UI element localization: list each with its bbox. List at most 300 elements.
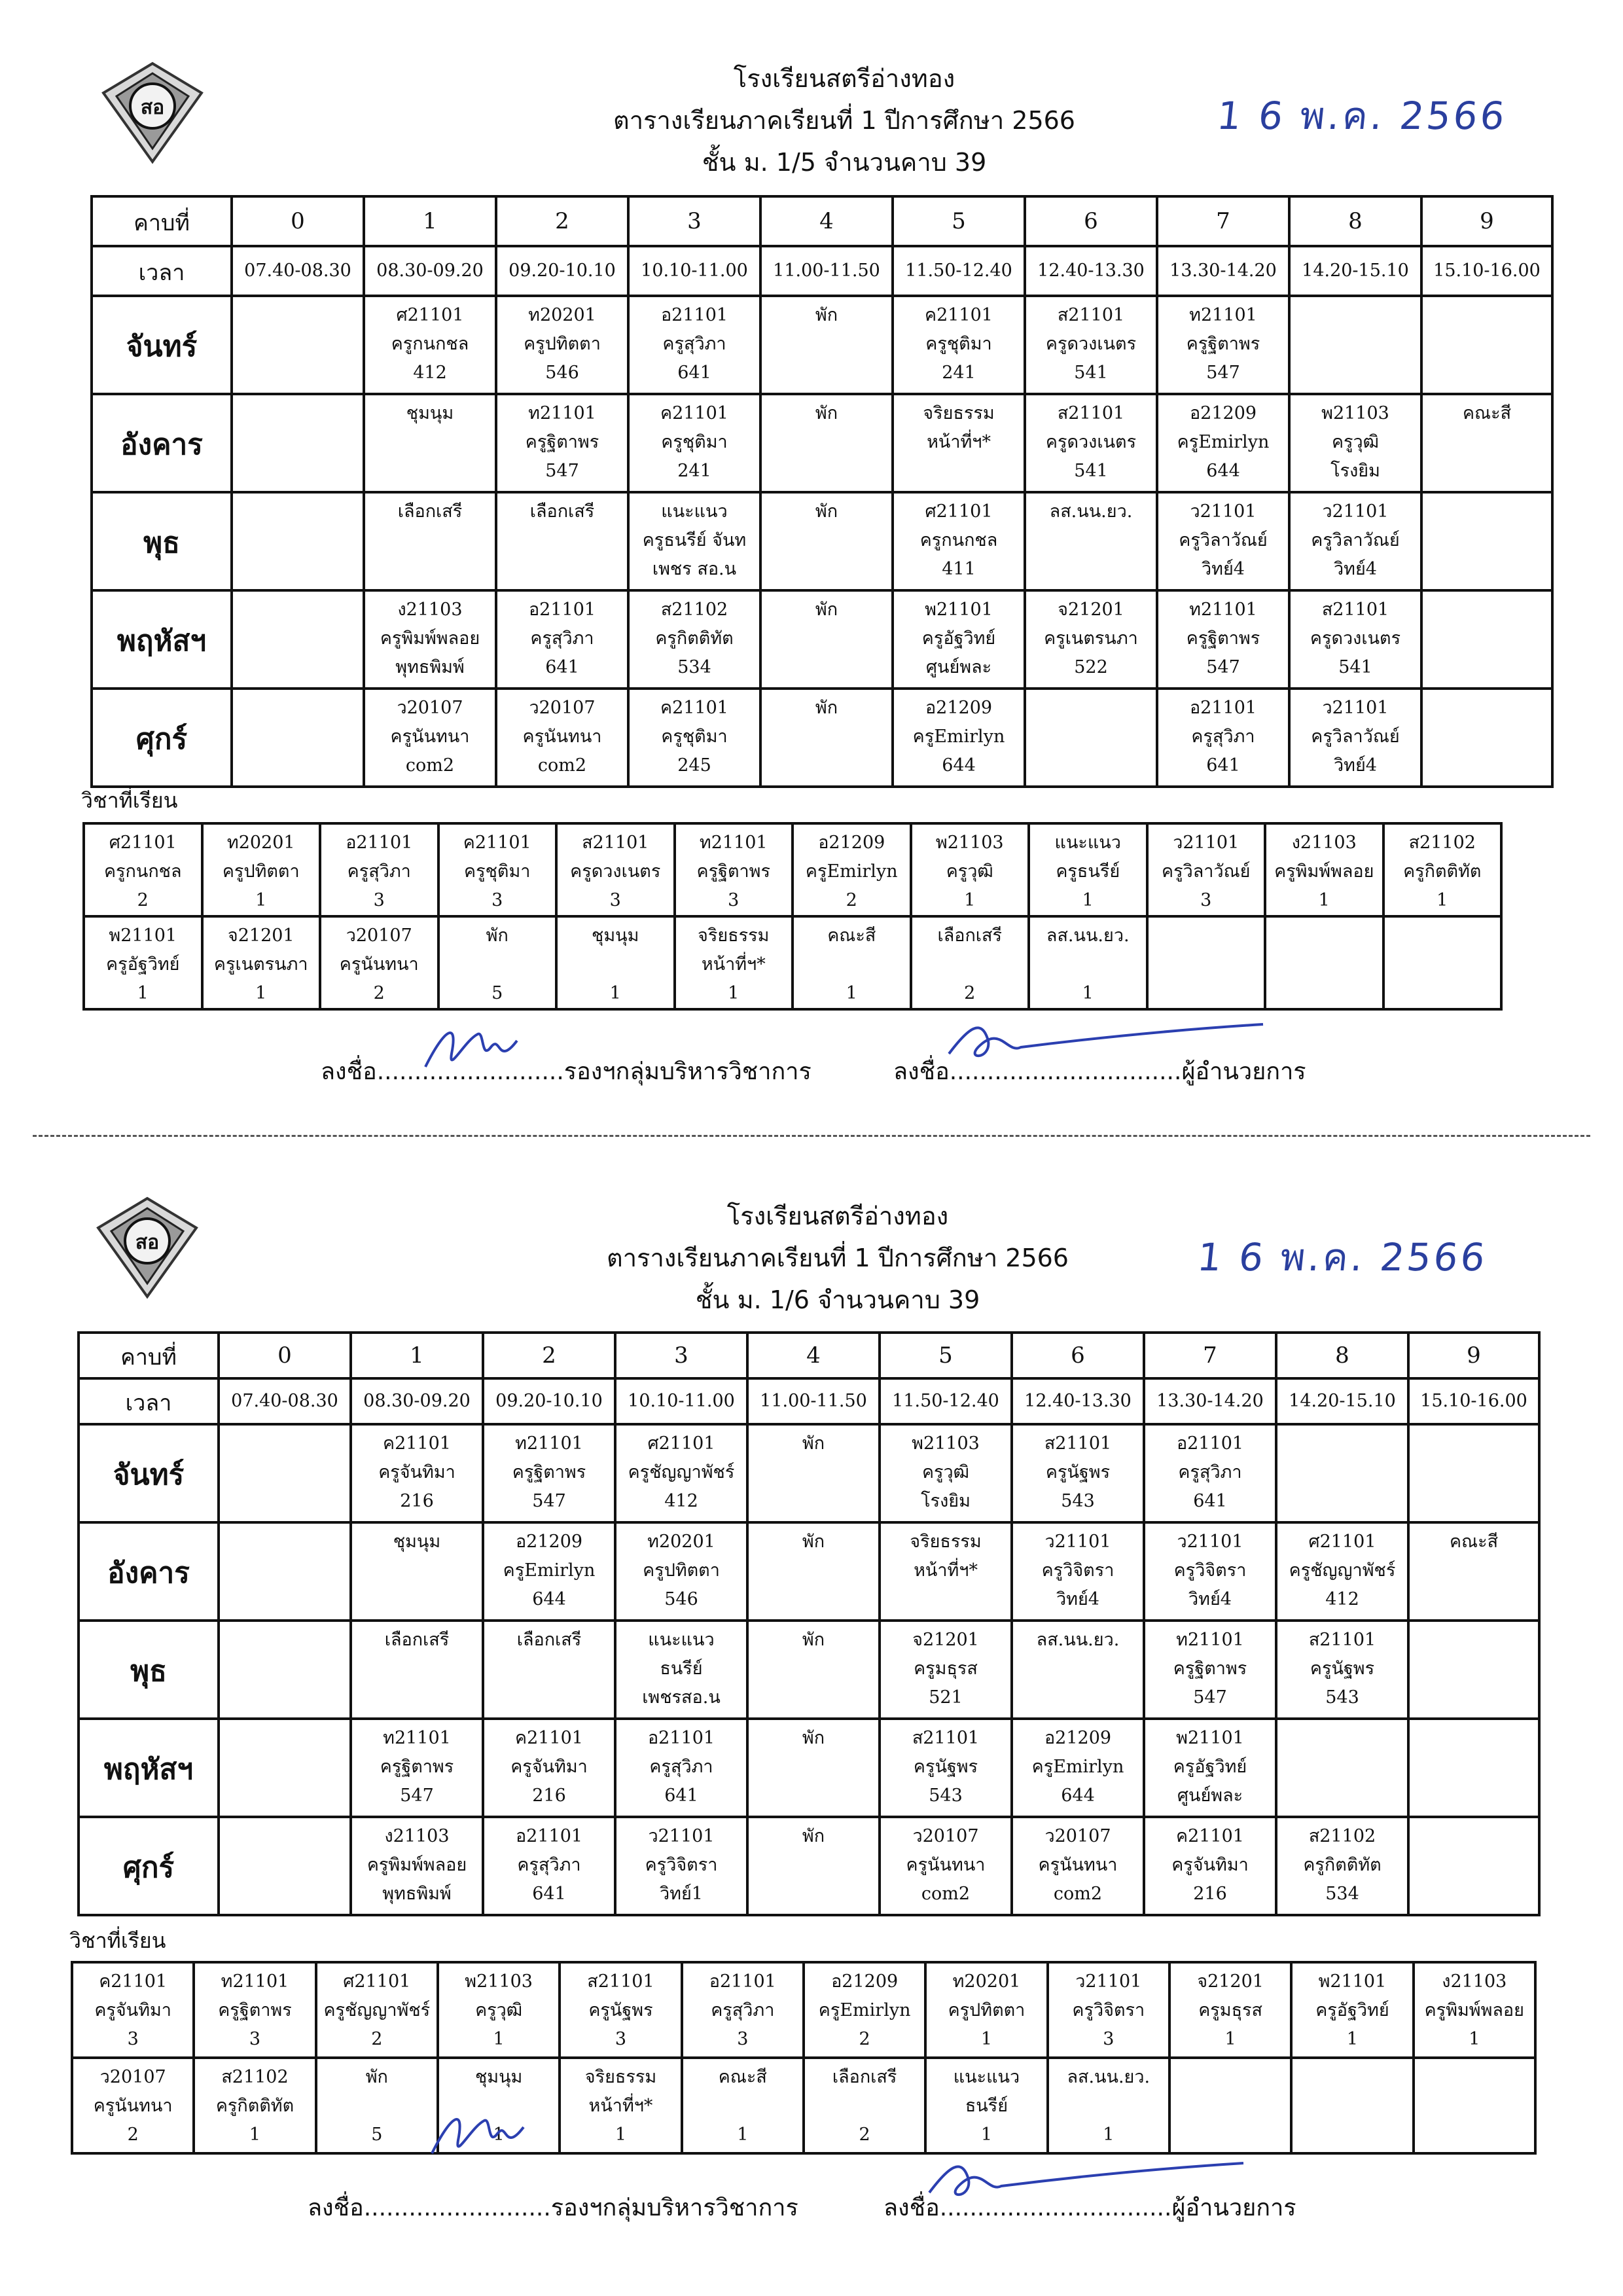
slot-line: 541 (1074, 461, 1108, 481)
slot-line: ครูกนกชล (919, 530, 998, 550)
subject-line: 3 (609, 890, 621, 910)
class-slot (483, 1817, 615, 1915)
day-name: อังคาร (92, 394, 232, 492)
subject-line: ครูวุฒิ (946, 861, 993, 882)
slot-line: ชุมนุม (406, 403, 454, 423)
subject-line: 2 (859, 2029, 870, 2049)
slot-line: ครูวิลาวัณย์ (1179, 530, 1268, 550)
subjects-table (71, 1961, 1537, 2155)
subject-cell (1383, 823, 1502, 916)
subject-line: ครูจันทิมา (94, 2000, 171, 2020)
subject-cell (1029, 916, 1147, 1009)
slot-line: ครูดวงเนตร (1045, 432, 1137, 452)
subject-cell (320, 823, 438, 916)
slot-line: 547 (1193, 1687, 1227, 1708)
subject-line: ครูปทิตตา (948, 2000, 1026, 2020)
slot-line: ครูฐิตาพร (512, 1462, 586, 1482)
day-name: พฤหัสฯ (79, 1719, 219, 1817)
subject-line: 3 (249, 2029, 261, 2049)
slot-line: 216 (1193, 1884, 1227, 1904)
class-slot (1157, 689, 1289, 787)
director-sign-line: ลงชื่อ...............................ผู้อำนวยการ (883, 2195, 1296, 2221)
subject-line: ว21101 (1075, 1971, 1142, 1992)
period-time: 07.40-08.30 (232, 246, 364, 296)
slot-line: ครูสุวิภา (662, 334, 726, 354)
subject-line: 1 (249, 2125, 261, 2145)
period-time: 14.20-15.10 (1289, 246, 1421, 296)
slot-line: ส21101 (1044, 1433, 1112, 1454)
period-time: 13.30-14.20 (1157, 246, 1289, 296)
slot-line: พุทธพิมพ์ (382, 1884, 452, 1904)
slot-line: ท21101 (1189, 600, 1257, 620)
class-slot (1025, 492, 1157, 590)
slot-line: ครูEmirlyn (912, 726, 1005, 747)
school-name: โรงเรียนสตรีอ่างทอง (733, 64, 955, 93)
vice-director-sign-line: ลงชื่อ.........................รองฯกลุ่มบริหารวิชาการ (308, 2195, 798, 2221)
slot-line: 241 (942, 363, 976, 383)
subject-cell (320, 916, 438, 1009)
class-slot (1421, 590, 1552, 689)
class-slot (364, 689, 496, 787)
subject-line: ครูพิมพ์พลอย (1424, 2000, 1524, 2020)
class-slot (880, 1817, 1012, 1915)
period-time: 09.20-10.10 (496, 246, 628, 296)
class-slot (628, 689, 760, 787)
date-stamp: 1 6 พ.ค. 2566 (1195, 1235, 1490, 1280)
slot-line: 641 (1193, 1491, 1227, 1511)
subject-line: ครูนันทนา (93, 2096, 173, 2116)
subject-cell (1265, 916, 1383, 1009)
slot-line: ครูดวงเนตร (1045, 334, 1137, 354)
director-sign-line: ลงชื่อ...............................ผู้อำนวยการ (893, 1058, 1306, 1085)
subject-line: 2 (964, 983, 976, 1003)
slot-line: ว21101 (1322, 698, 1389, 718)
slot-line: ว21101 (1322, 501, 1389, 522)
class-slot (1025, 394, 1157, 492)
day-row (92, 689, 1552, 787)
subject-line: 1 (1082, 890, 1094, 910)
subject-cell (84, 823, 202, 916)
period-row (92, 196, 1552, 246)
period-number: 5 (893, 196, 1025, 246)
class-slot (628, 590, 760, 689)
subject-line: ส21101 (582, 833, 649, 853)
subject-cell (556, 916, 675, 1009)
day-name: อังคาร (79, 1522, 219, 1621)
slot-line: 543 (1325, 1687, 1359, 1708)
period-number: 6 (1012, 1333, 1144, 1378)
subject-line: 3 (1103, 2029, 1115, 2049)
slot-line: ครูวิลาวัณย์ (1311, 726, 1400, 747)
subject-line: 3 (615, 2029, 627, 2049)
subject-line: ครูอัฐวิทย์ (1315, 2000, 1389, 2020)
slot-line: com2 (921, 1884, 971, 1904)
slot-line: ส21101 (1308, 1630, 1376, 1650)
class-slot (351, 1719, 483, 1817)
subject-line: พ21101 (1318, 1971, 1387, 1992)
subject-line: พัก (486, 925, 508, 946)
slot-line: ท21101 (1176, 1630, 1244, 1650)
class-slot (483, 1522, 615, 1621)
subject-line: ส21102 (221, 2067, 289, 2087)
subject-line: 1 (1082, 983, 1094, 1003)
class-slot (628, 296, 760, 394)
class-slot (1408, 1719, 1539, 1817)
slot-line: วิทย์4 (1188, 1589, 1232, 1609)
class-slot (1421, 394, 1552, 492)
class-slot (615, 1719, 747, 1817)
class-slot (1157, 296, 1289, 394)
slot-line: ครูพิมพ์พลอย (366, 1855, 467, 1875)
subjects-table (82, 822, 1503, 1011)
school-emblem-icon (92, 1195, 203, 1300)
subject-line (683, 2092, 802, 2121)
subject-line: 1 (615, 2125, 627, 2145)
class-slot (1144, 1719, 1276, 1817)
class-slot (351, 1621, 483, 1719)
slot-line: 546 (664, 1589, 698, 1609)
period-time: 11.50-12.40 (893, 246, 1025, 296)
period-header-label: คาบที่ (79, 1333, 219, 1378)
subject-line: 3 (491, 890, 503, 910)
class-slot (760, 394, 893, 492)
subject-line: ครูอัฐวิทย์ (106, 954, 180, 975)
slot-line: ชุมนุม (393, 1532, 441, 1552)
slot-line: com2 (405, 755, 455, 776)
slot-line: เลือกเสรี (516, 1630, 582, 1650)
slot-line: ท20201 (647, 1532, 715, 1552)
subject-line: ศ21101 (109, 833, 177, 853)
subject-cell (925, 2058, 1047, 2153)
subject-cell (438, 916, 557, 1009)
subject-line: ครูพิมพ์พลอย (1274, 861, 1374, 882)
period-header-label: คาบที่ (92, 196, 232, 246)
class-slot (1276, 1522, 1408, 1621)
slot-line: ครูนันทนา (906, 1855, 986, 1875)
timetable (77, 1331, 1541, 1916)
subject-line: จ21201 (1197, 1971, 1264, 1992)
slot-line: 641 (1206, 755, 1240, 776)
timetable (90, 195, 1554, 788)
slot-line: ครูวุฒิ (1331, 432, 1380, 452)
period-time: 12.40-13.30 (1025, 246, 1157, 296)
subject-cell (316, 1962, 438, 2058)
class-slot (1276, 1424, 1408, 1522)
slot-line: ว21101 (648, 1826, 715, 1846)
slot-line: ธนรีย์ (660, 1659, 703, 1679)
slot-line: 547 (400, 1785, 434, 1806)
slot-line: ครูวิจิตรา (645, 1855, 718, 1875)
period-time: 09.20-10.10 (483, 1378, 615, 1424)
class-slot (1276, 1621, 1408, 1719)
period-time: 08.30-09.20 (364, 246, 496, 296)
class-slot (1289, 296, 1421, 394)
period-number: 2 (496, 196, 628, 246)
period-number: 2 (483, 1333, 615, 1378)
class-slot (615, 1817, 747, 1915)
day-name: จันทร์ (92, 296, 232, 394)
slot-line: จ21201 (1058, 600, 1124, 620)
class-slot (1025, 296, 1157, 394)
subject-line: 2 (373, 983, 385, 1003)
slot-line: พัก (802, 1433, 825, 1454)
subject-line: ครูปทิตตา (222, 861, 300, 882)
slot-line: ส21102 (1308, 1826, 1376, 1846)
slot-line: ครูชุติมา (661, 432, 728, 452)
subject-line: ชุมนุม (474, 2067, 523, 2087)
subject-line: 3 (373, 890, 385, 910)
class-slot (747, 1621, 880, 1719)
subject-line: ครูสุวิภา (711, 2000, 775, 2020)
slot-line: เลือกเสรี (529, 501, 595, 522)
slot-line: ครูปทิตตา (643, 1560, 720, 1581)
subject-cell (202, 916, 321, 1009)
subject-cell (1147, 823, 1266, 916)
slot-line: 412 (664, 1491, 698, 1511)
slot-line: ครูมธุรส (914, 1659, 978, 1679)
class-slot (760, 296, 893, 394)
subject-line: ส21102 (1408, 833, 1476, 853)
slot-line: ว20107 (912, 1826, 979, 1846)
class-slot (232, 394, 364, 492)
subject-line: 2 (846, 890, 857, 910)
slot-line: 245 (677, 755, 711, 776)
slot-line: พัก (815, 600, 838, 620)
subject-cell (316, 2058, 438, 2153)
period-time: 15.10-16.00 (1421, 246, 1552, 296)
class-slot (747, 1522, 880, 1621)
slot-line: 543 (929, 1785, 963, 1806)
slot-line: ครูฐิตาพร (380, 1757, 454, 1777)
slot-line: ว21101 (1044, 1532, 1111, 1552)
slot-line: ครูธนรีย์ จันท (642, 530, 747, 550)
subject-line (440, 950, 556, 979)
subject-cell (72, 2058, 194, 2153)
subject-line: 3 (1200, 890, 1212, 910)
slot-line: อ21101 (660, 305, 728, 325)
class-slot (232, 689, 364, 787)
slot-line: ท21101 (528, 403, 596, 423)
subject-line: อ21209 (818, 833, 885, 853)
slot-line: 534 (1325, 1884, 1359, 1904)
subject-line: 1 (1346, 2029, 1359, 2049)
slot-line: วิทย์4 (1202, 559, 1245, 579)
subject-line (558, 950, 673, 979)
slot-line: ครูชัญญาพัชร์ (1289, 1560, 1396, 1581)
subject-line (1030, 950, 1146, 979)
class-slot (615, 1424, 747, 1522)
slot-line: โรงยิม (921, 1491, 971, 1511)
class-slot (628, 492, 760, 590)
slot-line: ง21103 (397, 600, 463, 620)
slot-line: ครูนันทนา (1038, 1855, 1118, 1875)
sheet-header (458, 58, 1230, 183)
subject-line: ครูEmirlyn (805, 861, 898, 882)
class-slot (1421, 689, 1552, 787)
subject-line: ครูกิตติทัต (215, 2096, 294, 2116)
slot-line: 412 (1325, 1589, 1359, 1609)
slot-line: วิทย์4 (1056, 1589, 1099, 1609)
slot-line: ท21101 (1189, 305, 1257, 325)
slot-line: ครูกนกชล (391, 334, 469, 354)
slot-line: ศ21101 (396, 305, 464, 325)
slot-line: ศ21101 (1308, 1532, 1376, 1552)
period-number: 4 (747, 1333, 880, 1378)
subjects-row (84, 916, 1501, 1009)
day-row (79, 1817, 1539, 1915)
slot-line: เลือกเสรี (384, 1630, 450, 1650)
class-slot (747, 1817, 880, 1915)
slot-line: ครูชัญญาพัชร์ (628, 1462, 735, 1482)
slot-line: ว20107 (529, 698, 596, 718)
subjects-row (72, 2058, 1535, 2153)
slot-line: ครูชุติมา (661, 726, 728, 747)
subject-line: ท21101 (221, 1971, 289, 1992)
class-title: ชั้น ม. 1/5 จำนวนคาบ 39 (702, 148, 987, 177)
class-slot (1421, 296, 1552, 394)
subject-line: ครูมธุรส (1198, 2000, 1263, 2020)
slot-line: พัก (815, 698, 838, 718)
class-slot (1408, 1621, 1539, 1719)
class-slot (893, 394, 1025, 492)
subject-cell (556, 823, 675, 916)
slot-line: ครูนันทนา (390, 726, 470, 747)
subject-line: 1 (1436, 890, 1448, 910)
class-slot (1025, 689, 1157, 787)
slot-line: จริยธรรม (910, 1532, 982, 1552)
subject-line: 1 (1469, 2029, 1480, 2049)
day-row (79, 1719, 1539, 1817)
slot-line: พัก (802, 1826, 825, 1846)
slot-line: จ21201 (912, 1630, 979, 1650)
class-slot (1144, 1424, 1276, 1522)
slot-line: 241 (677, 461, 711, 481)
period-number: 1 (364, 196, 496, 246)
day-row (92, 590, 1552, 689)
class-slot (880, 1719, 1012, 1817)
slot-line: ครูสุวิภา (517, 1855, 581, 1875)
slot-line: 546 (545, 363, 579, 383)
slot-line: 216 (532, 1785, 566, 1806)
subject-cell (84, 916, 202, 1009)
slot-line: ครูฐิตาพร (525, 432, 599, 452)
subject-line: หน้าที่ฯ* (701, 954, 766, 975)
sheet-header (452, 1195, 1224, 1321)
slot-line: com2 (1053, 1884, 1103, 1904)
slot-line: ศ21101 (925, 501, 993, 522)
subject-line: ศ21101 (343, 1971, 411, 1992)
slot-line: ครูดวงเนตร (1310, 628, 1401, 649)
class-slot (1421, 492, 1552, 590)
subject-line: จริยธรรม (698, 925, 770, 946)
class-slot (1289, 492, 1421, 590)
day-row (79, 1621, 1539, 1719)
slot-line: อ21209 (925, 698, 993, 718)
subject-cell (202, 823, 321, 916)
subject-cell (560, 1962, 681, 2058)
subject-cell (1414, 2058, 1535, 2153)
period-number: 9 (1408, 1333, 1539, 1378)
subject-line: 1 (493, 2125, 505, 2145)
slot-line: ครูพิมพ์พลอย (380, 628, 480, 649)
slot-line: 543 (1061, 1491, 1095, 1511)
subject-line: ครูฐิตาพร (218, 2000, 292, 2020)
subject-line: หน้าที่ฯ* (588, 2096, 653, 2116)
slot-line: 541 (1074, 363, 1108, 383)
subject-line: ครูเนตรนภา (213, 954, 308, 975)
slot-line: ครูวิจิตรา (1041, 1560, 1115, 1581)
class-slot (496, 492, 628, 590)
period-number: 7 (1144, 1333, 1276, 1378)
period-number: 1 (351, 1333, 483, 1378)
class-slot (351, 1817, 483, 1915)
class-slot (219, 1719, 351, 1817)
class-slot (893, 689, 1025, 787)
class-slot (1157, 394, 1289, 492)
class-slot (1157, 590, 1289, 689)
class-slot (760, 689, 893, 787)
slot-line: พัก (802, 1728, 825, 1748)
slot-line: ส21101 (1057, 403, 1125, 423)
svg-text:สอ: สอ (140, 96, 165, 119)
slot-line: พัก (815, 501, 838, 522)
subject-line (912, 950, 1028, 979)
slot-line: พัก (815, 305, 838, 325)
slot-line: อ21101 (515, 1826, 583, 1846)
period-time: 10.10-11.00 (628, 246, 760, 296)
period-number: 8 (1276, 1333, 1408, 1378)
slot-line: เพชร สอ.น (652, 559, 737, 579)
slot-line: หน้าที่ฯ* (914, 1560, 978, 1581)
subject-line (317, 2092, 437, 2121)
subject-line: 3 (728, 890, 740, 910)
svg-text:สอ: สอ (135, 1231, 160, 1254)
slot-line: 644 (942, 755, 976, 776)
class-slot (1025, 590, 1157, 689)
subject-line: 2 (371, 2029, 383, 2049)
slot-line: ครูกิตติทัต (655, 628, 734, 649)
subject-cell (1265, 823, 1383, 916)
school-emblem-icon (97, 60, 208, 165)
class-slot (1289, 394, 1421, 492)
period-row (79, 1333, 1539, 1378)
class-slot (1144, 1621, 1276, 1719)
slot-line: ครูEmirlyn (1177, 432, 1270, 452)
class-slot (760, 492, 893, 590)
subject-line: ครูชุติมา (464, 861, 531, 882)
slot-line: ศูนย์พละ (1177, 1785, 1243, 1806)
period-time: 07.40-08.30 (219, 1378, 351, 1424)
slot-line: ค21101 (925, 305, 993, 325)
day-row (92, 492, 1552, 590)
subject-line: ครูนัฐพร (588, 2000, 653, 2020)
slot-line: ค21101 (1176, 1826, 1244, 1846)
slot-line: ครูนัฐพร (1045, 1462, 1111, 1482)
slot-line: ครูจันทิมา (1171, 1855, 1249, 1875)
day-name: ศุกร์ (92, 689, 232, 787)
time-row (79, 1378, 1539, 1424)
class-slot (364, 296, 496, 394)
slot-line: 411 (942, 559, 976, 579)
class-slot (219, 1817, 351, 1915)
class-slot (1012, 1424, 1144, 1522)
subject-line: ส21101 (587, 1971, 654, 1992)
class-slot (1157, 492, 1289, 590)
subject-line: 1 (964, 890, 976, 910)
cut-line (33, 1135, 1590, 1137)
class-slot (1012, 1817, 1144, 1915)
subject-cell (560, 2058, 681, 2153)
